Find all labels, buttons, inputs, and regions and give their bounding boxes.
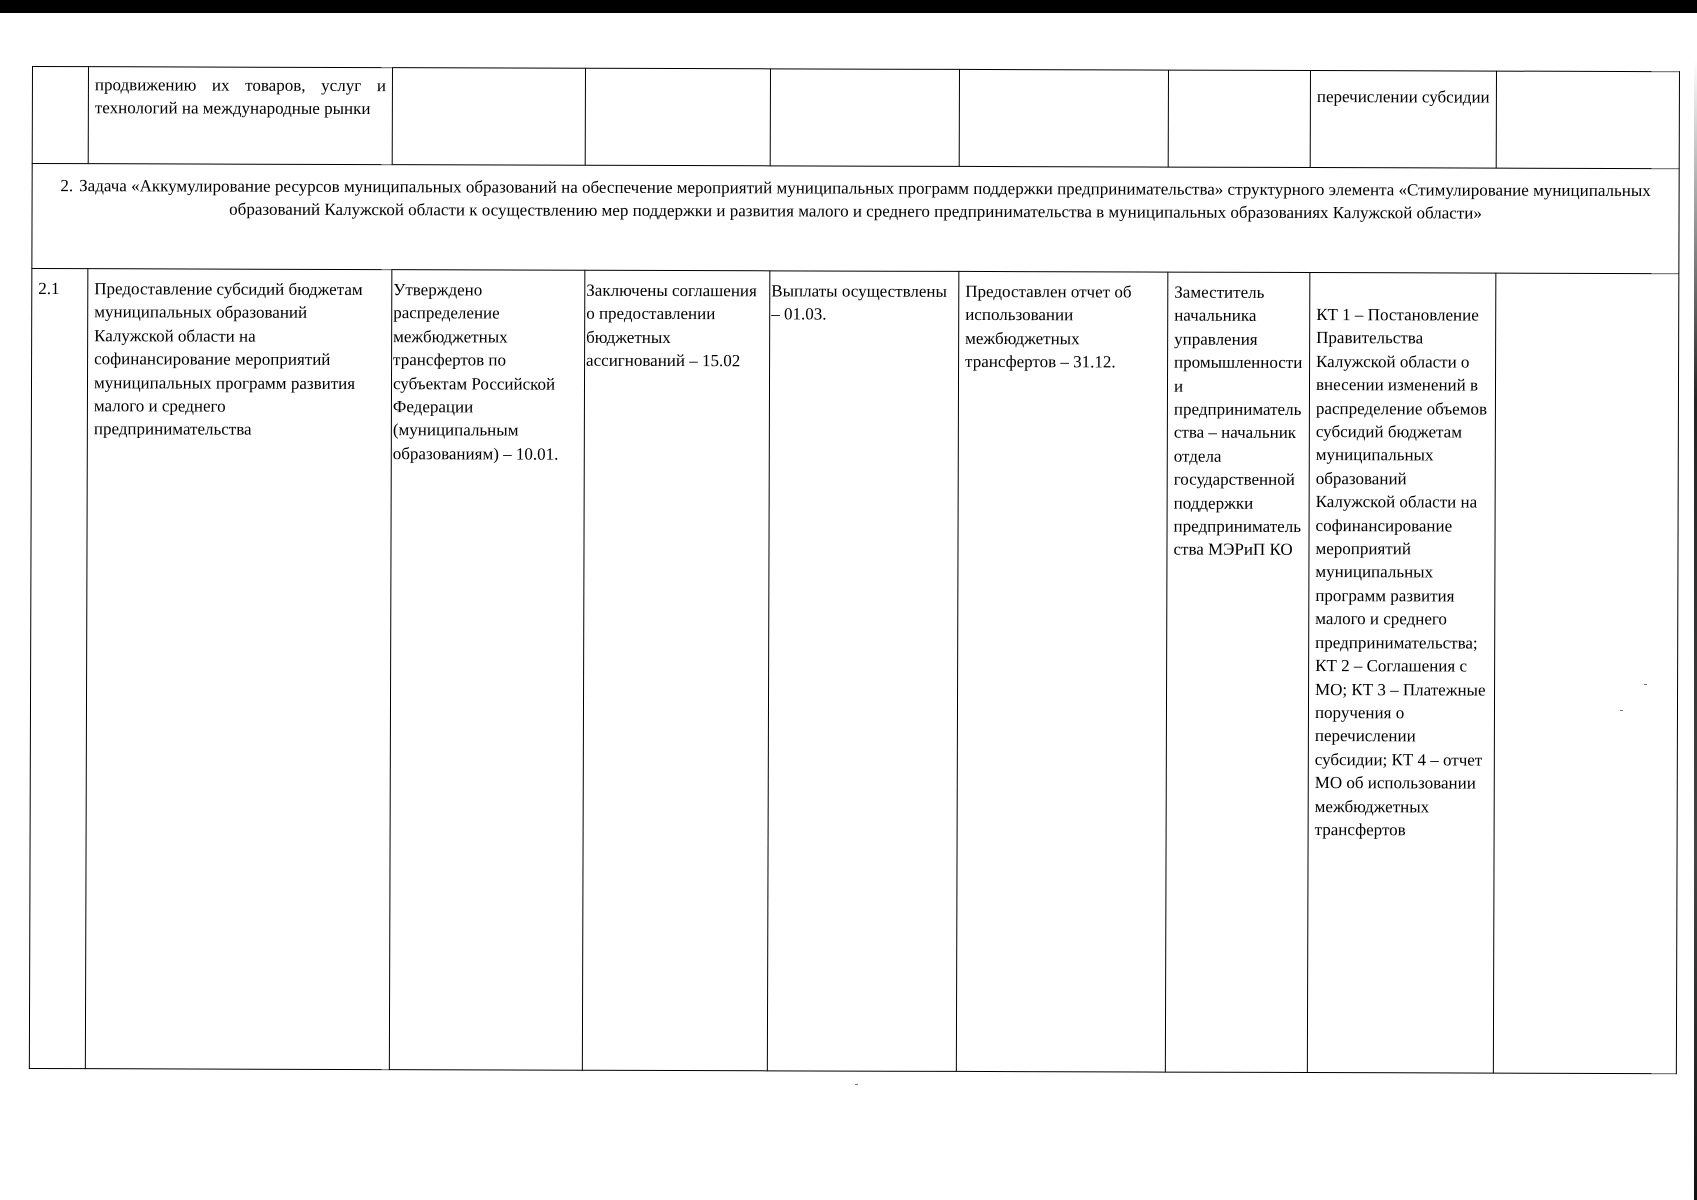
cell-col7: Заместитель начальника управления промышленности и предпринимательства – начальник отдела государственной поддержки предпринимательства МЭРиП КО: [1165, 272, 1310, 1072]
cell-measure-name: Предоставление субсидий бюджетам муниципальных образований Калужской области на софинансирование мероприятий муниципальных программ развития малого и среднего предпринимательства: [85, 269, 392, 1070]
cell-col3: [392, 68, 585, 166]
scan-top-edge: [0, 0, 1697, 13]
cell-measure-name: продвижению их товаров, услуг и технологий на международные рынки: [88, 67, 392, 165]
task-header-row: [32, 164, 1679, 274]
table-row-2-1: [29, 269, 1679, 1074]
cell-col6: [959, 69, 1168, 167]
task-heading: [32, 164, 1679, 274]
cell-col3: Утверждено распределение межбюджетных трансфертов по субъектам Российской Федерации (муниципальным образованиям) – 10.01.: [389, 270, 585, 1071]
cell-col7: [1168, 70, 1310, 167]
cell-control-points: КТ 1 – Постановление Правительства Калужской области о внесении изменений в распределение объемов субсидий бюджетам муниципальных образований Калужской области на софинансирование мероприятий муниципальных программ развития малого и среднего предпринимательства; КТ 2 – Соглашения с МО; КТ 3 – Платежные поручения о перечислении субсидии; КТ 4 – отчет МО об использовании межбюджетных трансфертов: [1307, 273, 1496, 1074]
cell-col5: [770, 69, 959, 167]
cell-col9: [1493, 273, 1679, 1074]
task-number: 2.: [60, 176, 74, 196]
table-row-continuation: [32, 67, 1679, 169]
cell-col5: Выплаты осуществлены – 01.03.: [767, 271, 959, 1072]
cell-num: [32, 67, 88, 164]
measures-table: [29, 66, 1680, 1074]
cell-control-points: перечислении субсидии: [1310, 71, 1496, 169]
cell-col4: [585, 68, 770, 166]
cell-col6: Предоставлен отчет об использовании межбюджетных трансфертов – 31.12.: [956, 271, 1168, 1072]
cell-col4: Заключены соглашения о предоставлении бюджетных ассигнований – 15.02: [582, 270, 770, 1071]
cell-col9: [1496, 71, 1679, 169]
scan-speck: [855, 1084, 858, 1085]
task-text: Задача «Аккумулирование ресурсов муниципальных образований на обеспечение мероприятий муниципальных программ поддержки предпринимательства» структурного элемента «Стимулирование муниципальных образований Калужской области к осуществлению мер поддержки и развития малого и среднего предпринимательства в муниципальных образованиях Калужской области»: [79, 176, 1651, 223]
cell-num: 2.1: [29, 269, 88, 1069]
